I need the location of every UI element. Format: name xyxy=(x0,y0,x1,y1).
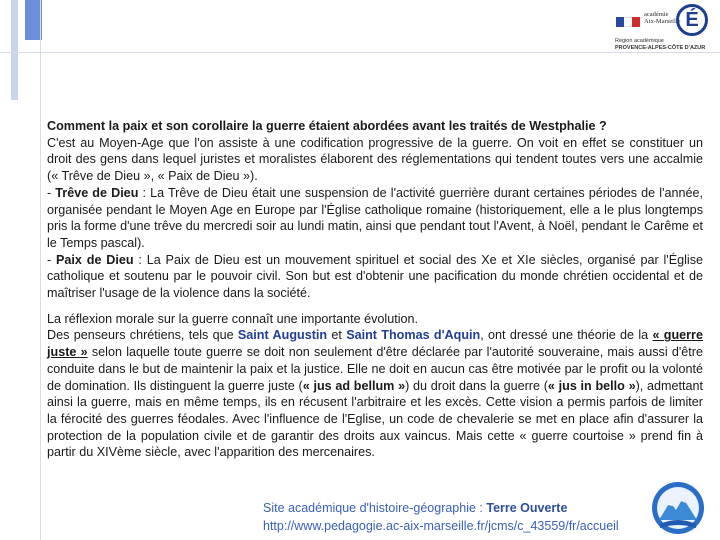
text-segment: selon laquelle toute guerre se doit non seulement d'être déclarée par l'autorité souveraine, mais aussi d'être conduite dans le but de maintenir la paix et la justice. Elle ne doit en aucun cas être motivée par le profit ou la volonté de domination. Ils distinguent la guerre juste ( xyxy=(47,345,703,393)
question-heading: Comment la paix et son corollaire la guerre étaient abordées avant les traités de Westphalie ? xyxy=(47,119,607,133)
terre-ouverte-logo-icon xyxy=(650,480,706,536)
list-dash: - xyxy=(47,185,56,200)
decorative-vertical-line xyxy=(40,0,41,540)
jus-in-bello-term: « jus in bello » xyxy=(547,378,636,393)
saint-augustin: Saint Augustin xyxy=(237,328,328,343)
academie-city: Aix-Marseille xyxy=(644,18,681,25)
emblem-letter: É xyxy=(685,9,699,31)
paragraph-reflexion-morale xyxy=(47,311,703,461)
region-name: PROVENCE-ALPES-CÔTE D'AZUR xyxy=(615,45,706,51)
guerre-juste-term: « guerre juste » xyxy=(47,328,703,360)
jus-ad-bellum-term: « jus ad bellum » xyxy=(302,378,406,393)
text-segment: , ont dressé une théorie de la xyxy=(480,328,653,343)
paix-de-dieu-text: : La Paix de Dieu est un mouvement spirituel et social des Xe et XIe siècles, organisé par l'Église catholique et soutenu par le pouvoir civil. Son but est d'obtenir une pacification du monde chrétien occidental et de maîtriser l'usage de la violence dans la société. xyxy=(47,252,703,301)
saint-thomas-aquin: Saint Thomas d'Aquin xyxy=(346,328,481,343)
treve-de-dieu-term: Trêve de Dieu xyxy=(55,185,139,200)
document-body xyxy=(47,118,703,461)
academie-name xyxy=(644,11,680,25)
text-segment: ), admettant ainsi la guerre, mais en même temps, ils en récusent l'arbitraire et les excès. Cette vision a permis parfois de limiter la férocité des guerres féodales. Avec l'influence de l'Eglise, un code de chevalerie se met en place afin d'assurer la protection de la population civile et de garantir des droits aux vaincus. Mais cette « guerre courtoise » prend fin à partir du XIVème siècle, avec l'apparition des mercenaires. xyxy=(47,378,704,460)
text-segment: ) du droit dans la guerre ( xyxy=(405,378,548,393)
footer-site-line xyxy=(263,499,619,517)
paragraph-westphalie xyxy=(47,118,703,302)
treve-de-dieu-text: : La Trêve de Dieu était une suspension de l'activité guerrière durant certaines périodes de l'année, organisée pendant le Moyen Age en Europe par l'Église catholique romaine (historiquement, elle a le plus longtemps pris la forme d'une trêve du mercredi soir au lundi matin, ainsi que pendant tout l'Avent, à Noël, pendant le Carême et le Temps pascal). xyxy=(47,185,703,250)
academie-logo xyxy=(612,3,712,53)
academie-label: académie xyxy=(644,11,669,18)
footer-site-name: Terre Ouverte xyxy=(486,501,568,515)
academie-emblem-icon xyxy=(676,4,708,36)
list-dash: - xyxy=(47,252,57,267)
intro-text: C'est au Moyen-Age que l'on assiste à une codification progressive de la guerre. On voit en effet se constituer un droit des gens dans lequel juristes et moralistes élaborent des réglementations qui tendent toutes vers une accalmie (« Trêve de Dieu », « Paix de Dieu »). xyxy=(47,135,703,184)
footer-url-link[interactable]: http://www.pedagogie.ac-aix-marseille.fr/jcms/c_43559/fr/accueil xyxy=(263,519,619,533)
french-flag-icon xyxy=(616,17,640,27)
text-segment: Des penseurs chrétiens, tels que xyxy=(47,328,238,343)
paix-de-dieu-term: Paix de Dieu xyxy=(56,252,134,267)
decorative-bar-light xyxy=(11,0,18,100)
footer xyxy=(263,499,619,535)
text-segment: et xyxy=(327,328,347,343)
reflexion-intro: La réflexion morale sur la guerre connaît une importante évolution. xyxy=(47,311,419,326)
region-label: Région académique xyxy=(615,38,664,44)
footer-site-prefix: Site académique d'histoire-géographie : xyxy=(263,501,487,515)
